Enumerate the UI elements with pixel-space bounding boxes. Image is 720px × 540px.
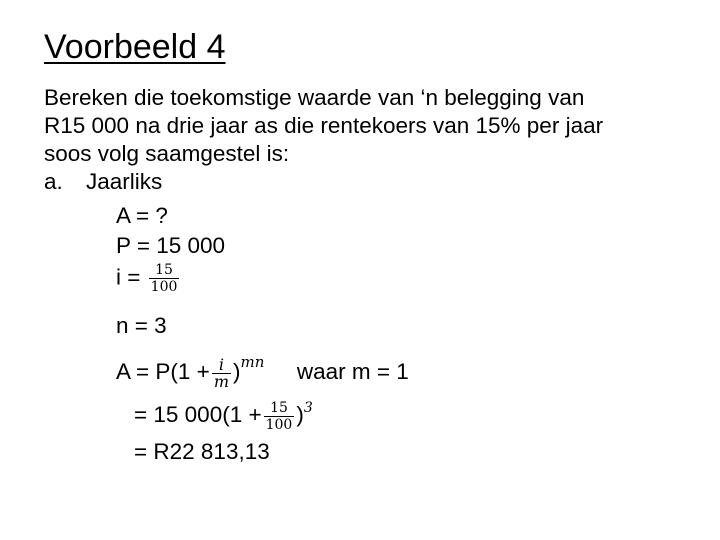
item-a-label: Jaarliks	[86, 169, 163, 194]
problem-line-3: soos volg saamgestel is:	[44, 141, 290, 166]
formula-fraction	[212, 354, 231, 391]
calculation-prefix: = 15 000(1 +	[134, 402, 262, 427]
formula-line	[116, 348, 409, 390]
calculation-fraction	[264, 400, 295, 433]
formula-denominator: m	[213, 371, 229, 391]
formula-note: waar m = 1	[296, 359, 409, 384]
formula-close: )	[232, 359, 241, 384]
calculation-line	[134, 394, 313, 433]
slide-title: Voorbeeld 4	[44, 28, 226, 66]
formula-numerator: i	[218, 354, 224, 374]
item-a-marker: a.	[44, 169, 63, 194]
formula-prefix: A = P(1 +	[116, 359, 210, 384]
interest-rate-denominator: 100	[150, 279, 178, 295]
result-line: = R22 813,13	[134, 439, 270, 464]
problem-line-2: R15 000 na drie jaar as die rentekoers van 15% per jaar	[44, 113, 604, 138]
interest-rate-numerator: 15	[155, 262, 173, 278]
unknown-a-line: A = ?	[116, 203, 168, 228]
formula-exponent: mn	[240, 353, 265, 371]
principal-line: P = 15 000	[116, 233, 226, 258]
problem-line-1: Bereken die toekomstige waarde van ‘n belegging van	[44, 85, 585, 110]
periods-line: n = 3	[116, 313, 167, 338]
calculation-exponent: 3	[303, 400, 313, 416]
calculation-numerator: 15	[270, 399, 288, 416]
calculation-close: )	[296, 402, 304, 427]
calculation-denominator: 100	[265, 416, 293, 433]
item-a	[44, 168, 162, 196]
interest-rate-label: i =	[116, 264, 141, 290]
interest-rate-line	[116, 262, 181, 295]
problem-statement	[44, 84, 684, 168]
interest-rate-fraction	[149, 262, 180, 295]
